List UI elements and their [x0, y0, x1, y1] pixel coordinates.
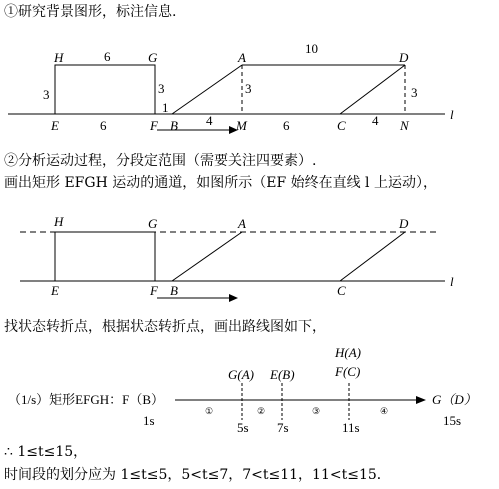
figure-2-channel: [0, 210, 499, 310]
length-he: 3: [43, 87, 50, 102]
marker-2-top: E(B): [270, 367, 295, 382]
segment-4: ④: [380, 406, 389, 416]
label-b: B: [170, 118, 178, 133]
route-end-label: G（D）: [432, 392, 477, 407]
label-m: M: [236, 118, 247, 133]
segment-ba: [172, 65, 242, 114]
label-h: H: [54, 50, 64, 65]
route-arrow-head: [416, 396, 426, 404]
conclusion-text: ∴ 1≤t≤15，: [4, 444, 88, 460]
label-g: G: [148, 50, 158, 65]
label-c: C: [337, 118, 346, 133]
length-gf: 3: [158, 81, 165, 96]
label-n: N: [400, 118, 409, 133]
label-b-2: B: [170, 283, 178, 298]
length-hg: 6: [104, 49, 111, 64]
route-start-time: 1s: [143, 413, 155, 428]
length-ef: 6: [100, 118, 107, 133]
length-fb: 1: [162, 100, 169, 115]
label-d: D: [399, 50, 409, 65]
label-f-2: F: [150, 283, 158, 298]
rectangle-efgh: [55, 65, 155, 114]
label-a: A: [238, 50, 246, 65]
step3-text: 找状态转折点，根据状态转折点，画出路线图如下，: [4, 319, 326, 335]
marker-1-time: 5s: [237, 420, 249, 435]
segment-ba-2: [172, 232, 242, 281]
length-cn: 4: [372, 113, 379, 128]
label-e: E: [51, 118, 59, 133]
step1-text: ①研究背景图形，标注信息.: [4, 4, 177, 20]
label-d-2: D: [399, 216, 409, 231]
label-f: F: [150, 118, 158, 133]
route-end-time: 15s: [443, 413, 462, 428]
route-start-label: （1/s）矩形EFGH：F（B）: [8, 392, 165, 407]
rectangle-efgh-2: [55, 232, 155, 281]
label-h-2: H: [54, 214, 64, 229]
length-dn: 3: [411, 85, 418, 100]
arrow-head-2: [229, 294, 238, 302]
marker-3-top-line2: F(C): [335, 364, 361, 379]
label-e-2: E: [51, 283, 59, 298]
length-mc: 6: [283, 118, 290, 133]
segment-cd-2: [340, 232, 405, 281]
segment-cd: [340, 65, 405, 114]
length-bm: 4: [206, 113, 213, 128]
marker-1-top: G(A): [228, 367, 254, 382]
label-c-2: C: [337, 283, 346, 298]
segment-2: ②: [257, 406, 266, 416]
step2-text: ②分析运动过程，分段定范围（需要关注四要素）.: [4, 153, 317, 169]
length-ad: 10: [305, 41, 318, 56]
segment-3: ③: [312, 406, 321, 416]
label-g-2: G: [148, 216, 158, 231]
length-am: 3: [245, 81, 252, 96]
label-a-2: A: [238, 216, 246, 231]
step2-description: 画出矩形 EFGH 运动的通道，如图所示（EF 始终在直线 l 上运动），: [4, 175, 437, 191]
marker-3-top-line1: H(A): [335, 345, 361, 360]
segment-1: ①: [205, 406, 214, 416]
marker-2-time: 7s: [277, 420, 289, 435]
label-l: l: [450, 107, 454, 122]
label-l-2: l: [450, 274, 454, 289]
final-text: 时间段的划分应为 1≤t≤5，5<t≤7，7<t≤11，11<t≤15．: [4, 467, 391, 483]
marker-3-time: 11s: [342, 420, 360, 435]
figure-3-route-diagram: [0, 340, 499, 440]
